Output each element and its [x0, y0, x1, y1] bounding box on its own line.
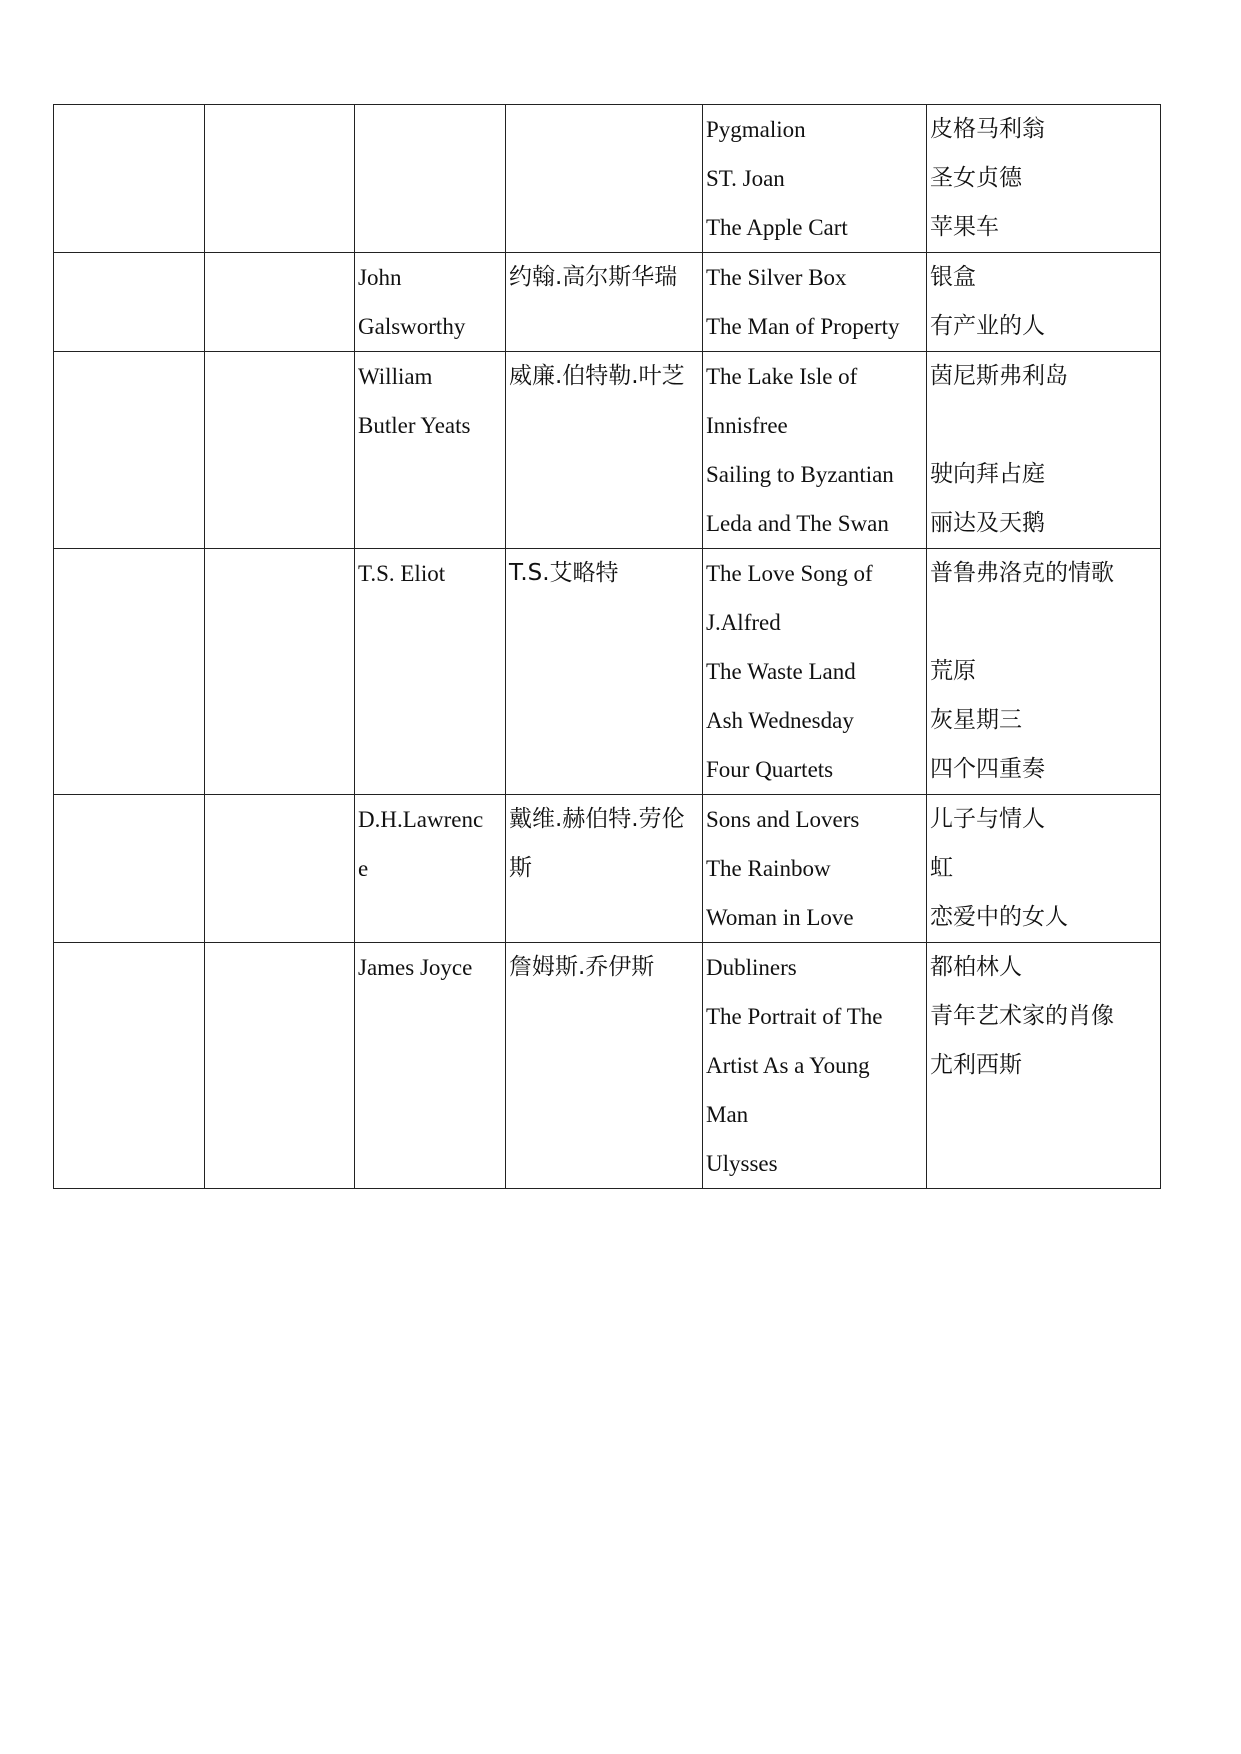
cell-text-line: Galsworthy — [358, 314, 466, 339]
empty-cell — [54, 943, 205, 1189]
cell-text-line: 荒原 — [930, 658, 976, 684]
cell-text-line: 都柏林人 — [930, 954, 1022, 980]
cell-text-line: 丽达及天鹅 — [930, 510, 1045, 536]
cell-text-line: 约翰.高尔斯华瑞 — [509, 264, 678, 290]
cell-text-line: T.S. Eliot — [358, 561, 446, 586]
cell-text-line: The Lake Isle of — [706, 364, 858, 389]
table-row — [54, 352, 1161, 549]
cell-text-line: 四个四重奏 — [930, 756, 1045, 782]
author-chinese-cell — [506, 253, 703, 352]
cell-text-line: 银盒 — [930, 264, 976, 290]
author-english-cell — [355, 253, 506, 352]
cell-text-line: 斯 — [509, 855, 532, 881]
empty-cell — [205, 795, 355, 943]
cell-text-line: The Rainbow — [706, 856, 831, 881]
table-row — [54, 105, 1161, 253]
cell-text-line: The Man of Property — [706, 314, 900, 339]
cell-text-line: 尤利西斯 — [930, 1052, 1022, 1078]
cell-text-line: The Apple Cart — [706, 215, 848, 240]
literature-table — [53, 104, 1161, 1189]
cell-text-line: 威廉.伯特勒.叶芝 — [509, 363, 685, 389]
cell-text-line — [930, 598, 1157, 647]
cell-text-line: 虹 — [930, 855, 953, 881]
cell-text-line: T.S.艾略特 — [509, 560, 619, 586]
author-english-cell — [355, 943, 506, 1189]
cell-text-line: The Portrait of The — [706, 1004, 883, 1029]
cell-text-line: Leda and The Swan — [706, 511, 889, 536]
cell-text-line: The Silver Box — [706, 265, 847, 290]
empty-cell — [54, 549, 205, 795]
cell-text-line: Innisfree — [706, 413, 788, 438]
cell-text-line: J.Alfred — [706, 610, 781, 635]
cell-text-line: 恋爱中的女人 — [930, 904, 1068, 930]
works-chinese-cell — [927, 352, 1161, 549]
works-chinese-cell — [927, 549, 1161, 795]
cell-text-line: 青年艺术家的肖像 — [930, 1003, 1114, 1029]
table-row — [54, 253, 1161, 352]
cell-text-line: D.H.Lawrenc — [358, 807, 484, 832]
author-chinese-cell — [506, 352, 703, 549]
works-chinese-cell — [927, 943, 1161, 1189]
cell-text-line: 儿子与情人 — [930, 806, 1045, 832]
cell-text-line: 苹果车 — [930, 214, 999, 240]
cell-text-line: ST. Joan — [706, 166, 785, 191]
empty-cell — [205, 352, 355, 549]
cell-text-line: 圣女贞德 — [930, 165, 1022, 191]
author-english-cell — [355, 352, 506, 549]
cell-text-line: James Joyce — [358, 955, 473, 980]
cell-text-line: Man — [706, 1102, 749, 1127]
cell-text-line: Four Quartets — [706, 757, 834, 782]
empty-cell — [54, 352, 205, 549]
works-english-cell — [703, 253, 927, 352]
cell-text-line: 灰星期三 — [930, 707, 1022, 733]
table-row — [54, 795, 1161, 943]
empty-cell — [54, 253, 205, 352]
cell-text-line: 茵尼斯弗利岛 — [930, 363, 1068, 389]
empty-cell — [205, 549, 355, 795]
cell-text-line: 有产业的人 — [930, 313, 1045, 339]
empty-cell — [205, 105, 355, 253]
author-chinese-cell — [506, 795, 703, 943]
cell-text-line: John — [358, 265, 402, 290]
cell-text-line: 普鲁弗洛克的情歌 — [930, 560, 1114, 586]
cell-text-line: Pygmalion — [706, 117, 806, 142]
cell-text-line: Ash Wednesday — [706, 708, 854, 733]
works-chinese-cell — [927, 253, 1161, 352]
cell-text-line: 皮格马利翁 — [930, 116, 1045, 142]
cell-text-line: William — [358, 364, 433, 389]
author-english-cell — [355, 549, 506, 795]
works-chinese-cell — [927, 795, 1161, 943]
works-english-cell — [703, 943, 927, 1189]
author-chinese-cell — [506, 549, 703, 795]
cell-text-line — [930, 401, 1157, 450]
cell-text-line: 驶向拜占庭 — [930, 461, 1045, 487]
author-english-cell — [355, 795, 506, 943]
cell-text-line: Artist As a Young — [706, 1053, 870, 1078]
cell-text-line: 詹姆斯.乔伊斯 — [509, 954, 655, 980]
works-english-cell — [703, 549, 927, 795]
empty-cell — [54, 795, 205, 943]
cell-text-line: The Love Song of — [706, 561, 873, 586]
table-row — [54, 943, 1161, 1189]
works-chinese-cell — [927, 105, 1161, 253]
cell-text-line: e — [358, 856, 369, 881]
table-row — [54, 549, 1161, 795]
works-english-cell — [703, 352, 927, 549]
table-body — [54, 105, 1161, 1189]
works-english-cell — [703, 105, 927, 253]
cell-text-line: Sailing to Byzantian — [706, 462, 894, 487]
author-chinese-cell — [506, 105, 703, 253]
cell-text-line: The Waste Land — [706, 659, 856, 684]
empty-cell — [54, 105, 205, 253]
cell-text-line: 戴维.赫伯特.劳伦 — [509, 806, 685, 832]
cell-text-line: Woman in Love — [706, 905, 854, 930]
cell-text-line: Ulysses — [706, 1151, 778, 1176]
empty-cell — [205, 943, 355, 1189]
author-chinese-cell — [506, 943, 703, 1189]
empty-cell — [205, 253, 355, 352]
cell-text-line: Sons and Lovers — [706, 807, 860, 832]
cell-text-line: Dubliners — [706, 955, 797, 980]
works-english-cell — [703, 795, 927, 943]
author-english-cell — [355, 105, 506, 253]
cell-text-line: Butler Yeats — [358, 413, 471, 438]
